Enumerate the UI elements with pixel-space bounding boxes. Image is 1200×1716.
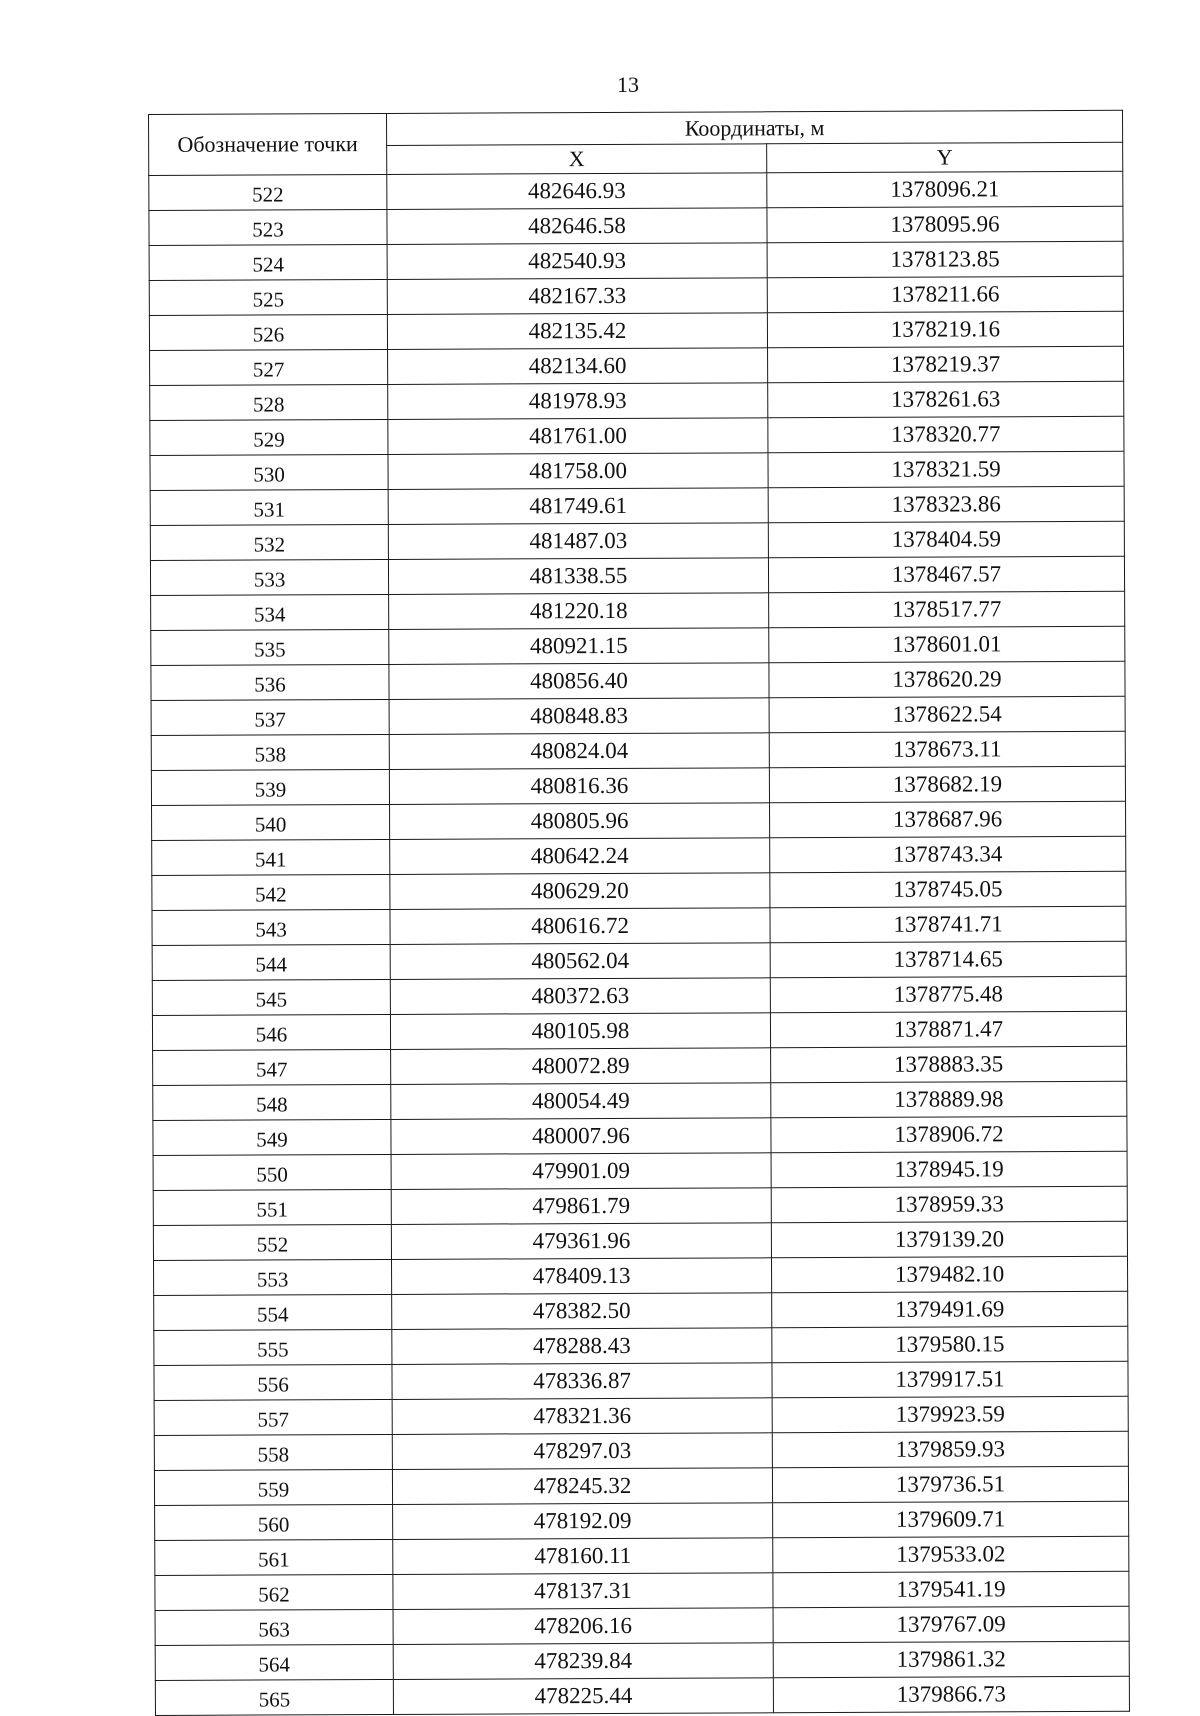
- table-row: [154, 1466, 1128, 1505]
- point-cell: 552: [153, 1224, 391, 1260]
- table-row: [150, 486, 1124, 525]
- point-cell: 561: [155, 1539, 393, 1575]
- point-cell: 534: [151, 594, 389, 630]
- x-column-header: X: [387, 144, 767, 175]
- y-coordinate-cell: 1378601.01: [769, 626, 1125, 663]
- x-coordinate-cell: 481761.00: [388, 418, 768, 455]
- y-coordinate-cell: 1378945.19: [771, 1151, 1127, 1188]
- table-row: [150, 416, 1124, 455]
- x-coordinate-cell: 481758.00: [388, 453, 768, 490]
- x-coordinate-cell: 481978.93: [388, 383, 768, 420]
- y-coordinate-cell: 1379541.19: [773, 1571, 1129, 1608]
- table-row: [150, 381, 1124, 420]
- x-coordinate-cell: 479861.79: [391, 1188, 771, 1225]
- table-row: [154, 1256, 1128, 1295]
- table-row: [149, 241, 1123, 280]
- table-row: [151, 626, 1125, 665]
- point-cell: 537: [151, 699, 389, 735]
- table-row: [155, 1676, 1129, 1715]
- x-coordinate-cell: 482540.93: [387, 243, 767, 280]
- point-cell: 555: [154, 1329, 392, 1365]
- y-coordinate-cell: 1378714.65: [770, 941, 1126, 978]
- y-coordinate-cell: 1379533.02: [773, 1536, 1129, 1573]
- y-coordinate-cell: 1378320.77: [768, 416, 1124, 453]
- table-row: [150, 556, 1124, 595]
- x-coordinate-cell: 480642.24: [390, 838, 770, 875]
- table-row: [151, 766, 1125, 805]
- table-row: [154, 1431, 1128, 1470]
- y-coordinate-cell: 1378261.63: [768, 381, 1124, 418]
- x-coordinate-cell: 480816.36: [389, 768, 769, 805]
- point-cell: 545: [152, 979, 390, 1015]
- point-cell: 549: [153, 1119, 391, 1155]
- y-coordinate-cell: 1378622.54: [769, 696, 1125, 733]
- table-row: [152, 1011, 1126, 1050]
- point-cell: 536: [151, 664, 389, 700]
- x-coordinate-cell: 480054.49: [391, 1083, 771, 1120]
- table-row: [152, 906, 1126, 945]
- y-coordinate-cell: 1378673.11: [769, 731, 1125, 768]
- point-cell: 531: [150, 489, 388, 525]
- table-row: [150, 346, 1124, 385]
- y-coordinate-cell: 1379917.51: [772, 1361, 1128, 1398]
- table-row: [149, 171, 1123, 210]
- point-cell: 532: [150, 524, 388, 560]
- point-cell: 558: [154, 1434, 392, 1470]
- point-cell: 546: [152, 1014, 390, 1050]
- x-coordinate-cell: 478225.44: [393, 1678, 773, 1715]
- y-coordinate-cell: 1378323.86: [768, 486, 1124, 523]
- x-coordinate-cell: 478336.87: [392, 1363, 772, 1400]
- coordinates-header: Координаты, м: [386, 110, 1122, 145]
- table-row: [150, 451, 1124, 490]
- x-coordinate-cell: 480372.63: [390, 978, 770, 1015]
- point-cell: 522: [149, 174, 387, 210]
- table-body: [149, 171, 1130, 1715]
- y-coordinate-cell: 1379482.10: [771, 1256, 1127, 1293]
- y-coordinate-cell: 1378959.33: [771, 1186, 1127, 1223]
- table-row: [150, 521, 1124, 560]
- y-coordinate-cell: 1379767.09: [773, 1606, 1129, 1643]
- x-coordinate-cell: 479901.09: [391, 1153, 771, 1190]
- x-coordinate-cell: 481487.03: [388, 523, 768, 560]
- point-cell: 551: [153, 1189, 391, 1225]
- x-coordinate-cell: 478409.13: [392, 1258, 772, 1295]
- y-coordinate-cell: 1378096.21: [767, 171, 1123, 208]
- point-cell: 523: [149, 209, 387, 245]
- y-coordinate-cell: 1379866.73: [773, 1676, 1129, 1713]
- y-coordinate-cell: 1378687.96: [770, 801, 1126, 838]
- point-cell: 527: [150, 349, 388, 385]
- y-coordinate-cell: 1379861.32: [773, 1641, 1129, 1678]
- table-row: [151, 591, 1125, 630]
- table-row: [153, 1046, 1127, 1085]
- x-coordinate-cell: 480007.96: [391, 1118, 771, 1155]
- table-row: [152, 941, 1126, 980]
- x-coordinate-cell: 480562.04: [390, 943, 770, 980]
- x-coordinate-cell: 481338.55: [388, 558, 768, 595]
- y-coordinate-cell: 1378889.98: [771, 1081, 1127, 1118]
- table-row: [152, 801, 1126, 840]
- table-row: [151, 696, 1125, 735]
- y-coordinate-cell: 1378123.85: [767, 241, 1123, 278]
- x-coordinate-cell: 480848.83: [389, 698, 769, 735]
- x-coordinate-cell: 478321.36: [392, 1398, 772, 1435]
- x-coordinate-cell: 480072.89: [391, 1048, 771, 1085]
- y-coordinate-cell: 1378743.34: [770, 836, 1126, 873]
- y-coordinate-cell: 1379580.15: [772, 1326, 1128, 1363]
- y-coordinate-cell: 1378682.19: [769, 766, 1125, 803]
- coordinates-table: [148, 110, 1130, 1716]
- point-cell: 529: [150, 419, 388, 455]
- table-row: [155, 1606, 1129, 1645]
- point-cell: 564: [155, 1644, 393, 1680]
- point-cell: 540: [152, 804, 390, 840]
- y-coordinate-cell: 1379923.59: [772, 1396, 1128, 1433]
- point-cell: 556: [154, 1364, 392, 1400]
- table-row: [153, 1151, 1127, 1190]
- x-coordinate-cell: 480921.15: [389, 628, 769, 665]
- y-coordinate-cell: 1378775.48: [770, 976, 1126, 1013]
- x-coordinate-cell: 482135.42: [387, 313, 767, 350]
- point-cell: 547: [153, 1049, 391, 1085]
- table-row: [155, 1501, 1129, 1540]
- table-row: [149, 276, 1123, 315]
- point-designation-header: Обозначение точки: [149, 113, 387, 175]
- table-row: [152, 976, 1126, 1015]
- y-coordinate-cell: 1378211.66: [767, 276, 1123, 313]
- x-coordinate-cell: 479361.96: [391, 1223, 771, 1260]
- table-row: [149, 206, 1123, 245]
- point-cell: 544: [152, 944, 390, 980]
- x-coordinate-cell: 482646.93: [387, 173, 767, 210]
- point-cell: 553: [154, 1259, 392, 1295]
- y-coordinate-cell: 1378219.16: [767, 311, 1123, 348]
- point-cell: 533: [150, 559, 388, 595]
- point-cell: 559: [154, 1469, 392, 1505]
- x-coordinate-cell: 480824.04: [389, 733, 769, 770]
- y-coordinate-cell: 1378517.77: [769, 591, 1125, 628]
- point-cell: 542: [152, 874, 390, 910]
- y-coordinate-cell: 1379491.69: [772, 1291, 1128, 1328]
- y-coordinate-cell: 1379859.93: [772, 1431, 1128, 1468]
- table-row: [155, 1641, 1129, 1680]
- point-cell: 530: [150, 454, 388, 490]
- y-coordinate-cell: 1378321.59: [768, 451, 1124, 488]
- point-cell: 550: [153, 1154, 391, 1190]
- point-cell: 562: [155, 1574, 393, 1610]
- table-row: [154, 1396, 1128, 1435]
- point-cell: 560: [155, 1504, 393, 1540]
- table-header: [149, 110, 1123, 175]
- table-row: [155, 1571, 1129, 1610]
- table-row: [152, 871, 1126, 910]
- y-column-header: Y: [767, 142, 1123, 173]
- y-coordinate-cell: 1378219.37: [768, 346, 1124, 383]
- x-coordinate-cell: 478160.11: [393, 1538, 773, 1575]
- point-cell: 541: [152, 839, 390, 875]
- table-row: [149, 311, 1123, 350]
- y-coordinate-cell: 1379609.71: [773, 1501, 1129, 1538]
- table-row: [154, 1361, 1128, 1400]
- x-coordinate-cell: 480805.96: [390, 803, 770, 840]
- y-coordinate-cell: 1378620.29: [769, 661, 1125, 698]
- table-row: [153, 1116, 1127, 1155]
- point-cell: 538: [151, 734, 389, 770]
- y-coordinate-cell: 1378741.71: [770, 906, 1126, 943]
- table-row: [153, 1186, 1127, 1225]
- y-coordinate-cell: 1378467.57: [768, 556, 1124, 593]
- y-coordinate-cell: 1378404.59: [768, 521, 1124, 558]
- y-coordinate-cell: 1378095.96: [767, 206, 1123, 243]
- x-coordinate-cell: 482167.33: [387, 278, 767, 315]
- y-coordinate-cell: 1378745.05: [770, 871, 1126, 908]
- x-coordinate-cell: 481220.18: [389, 593, 769, 630]
- table-row: [153, 1221, 1127, 1260]
- page-number: 13: [617, 72, 639, 97]
- point-cell: 525: [149, 279, 387, 315]
- table-row: [153, 1081, 1127, 1120]
- x-coordinate-cell: 480105.98: [390, 1013, 770, 1050]
- y-coordinate-cell: 1378883.35: [771, 1046, 1127, 1083]
- x-coordinate-cell: 478297.03: [392, 1433, 772, 1470]
- table-row: [155, 1536, 1129, 1575]
- table-row: [152, 836, 1126, 875]
- point-cell: 543: [152, 909, 390, 945]
- x-coordinate-cell: 478239.84: [393, 1643, 773, 1680]
- x-coordinate-cell: 478137.31: [393, 1573, 773, 1610]
- x-coordinate-cell: 478288.43: [392, 1328, 772, 1365]
- point-cell: 565: [155, 1679, 393, 1715]
- point-cell: 539: [151, 769, 389, 805]
- point-cell: 528: [150, 384, 388, 420]
- point-cell: 535: [151, 629, 389, 665]
- x-coordinate-cell: 478192.09: [393, 1503, 773, 1540]
- x-coordinate-cell: 481749.61: [388, 488, 768, 525]
- table-row: [154, 1291, 1128, 1330]
- x-coordinate-cell: 478382.50: [392, 1293, 772, 1330]
- y-coordinate-cell: 1379736.51: [772, 1466, 1128, 1503]
- x-coordinate-cell: 478206.16: [393, 1608, 773, 1645]
- x-coordinate-cell: 480616.72: [390, 908, 770, 945]
- point-cell: 563: [155, 1609, 393, 1645]
- x-coordinate-cell: 480856.40: [389, 663, 769, 700]
- point-cell: 526: [149, 314, 387, 350]
- y-coordinate-cell: 1379139.20: [771, 1221, 1127, 1258]
- x-coordinate-cell: 482134.60: [388, 348, 768, 385]
- y-coordinate-cell: 1378906.72: [771, 1116, 1127, 1153]
- table-row: [154, 1326, 1128, 1365]
- table-row: [151, 731, 1125, 770]
- x-coordinate-cell: 482646.58: [387, 208, 767, 245]
- x-coordinate-cell: 480629.20: [390, 873, 770, 910]
- y-coordinate-cell: 1378871.47: [770, 1011, 1126, 1048]
- x-coordinate-cell: 478245.32: [392, 1468, 772, 1505]
- point-cell: 524: [149, 244, 387, 280]
- point-cell: 557: [154, 1399, 392, 1435]
- point-cell: 554: [154, 1294, 392, 1330]
- table-row: [151, 661, 1125, 700]
- point-cell: 548: [153, 1084, 391, 1120]
